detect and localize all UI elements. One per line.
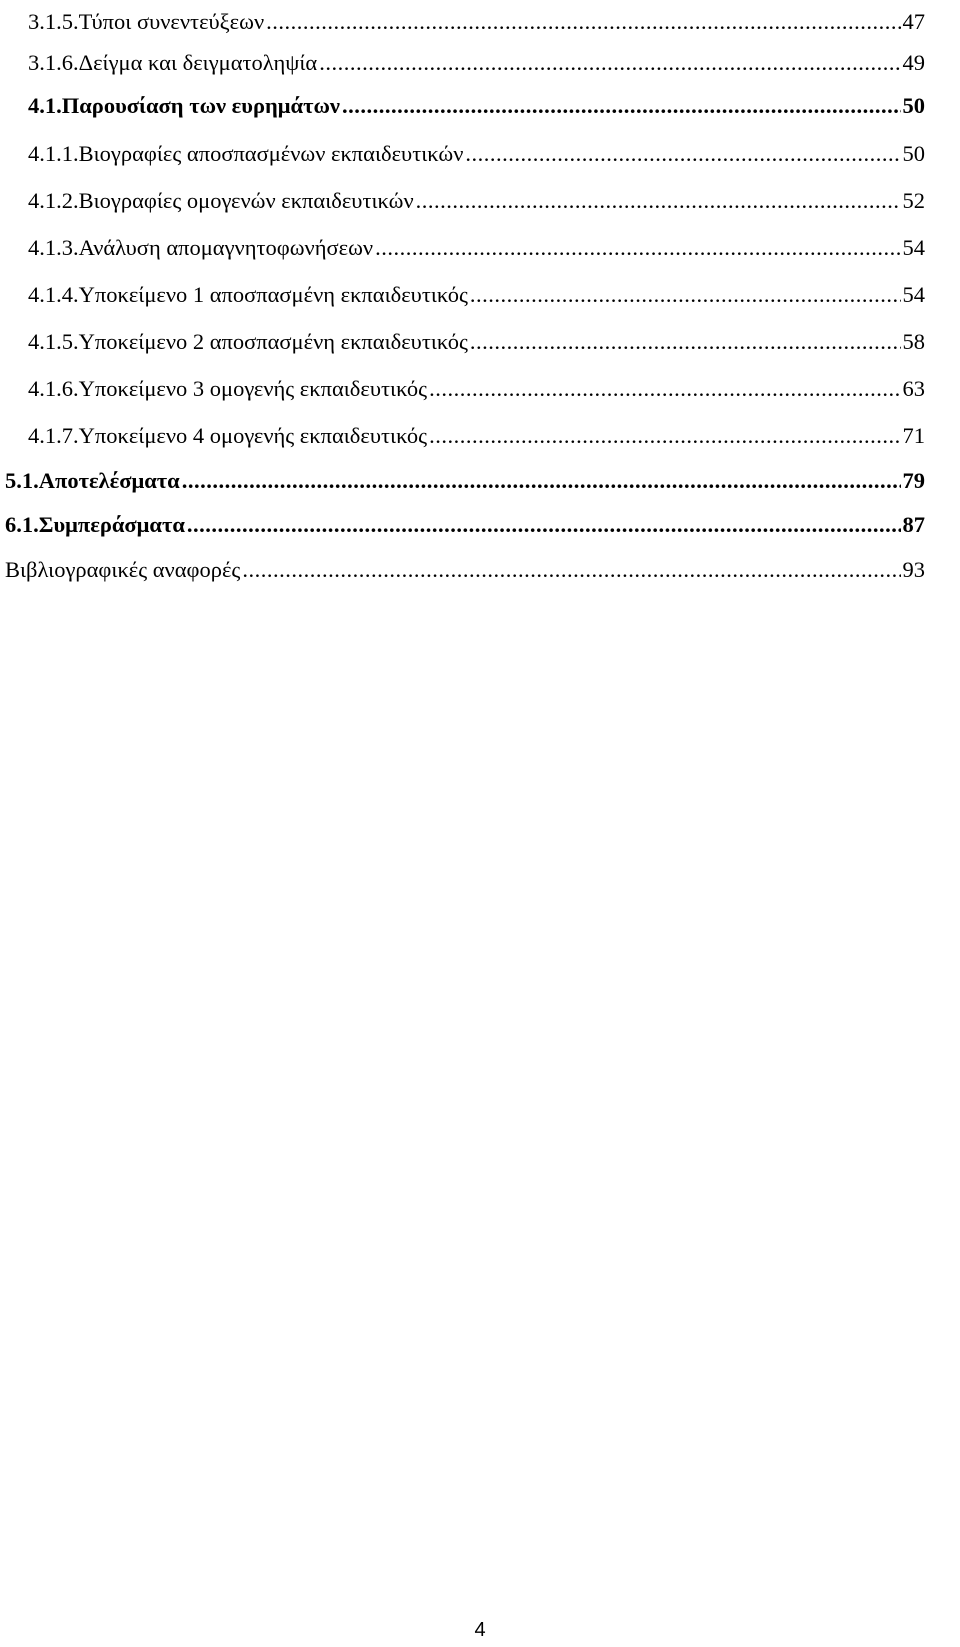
toc-entry-title: Δείγμα και δειγματοληψία <box>78 50 318 75</box>
toc-entry-number: 4.1.4. <box>28 282 79 307</box>
dot-leader <box>182 465 901 497</box>
toc-entry-title: Υποκείμενο 4 ομογενής εκπαιδευτικός <box>78 423 428 448</box>
toc-entry-4-1-2[interactable] <box>28 185 925 217</box>
dot-leader <box>342 90 901 122</box>
dot-leader <box>470 279 901 311</box>
dot-leader <box>242 554 900 586</box>
toc-entry-4-1-6[interactable] <box>28 373 925 405</box>
toc-entry-page: 50 <box>902 93 925 118</box>
dot-leader <box>416 185 901 217</box>
dot-leader <box>465 138 900 170</box>
toc-entry-number: 4.1.3. <box>28 235 79 260</box>
toc-entry-page: 71 <box>902 423 925 448</box>
toc-entry-title: Υποκείμενο 3 ομογενής εκπαιδευτικός <box>78 376 428 401</box>
toc-entry-page: 79 <box>902 468 925 493</box>
toc-entry-number: 4.1.1. <box>28 141 79 166</box>
toc-entry-4-1[interactable] <box>28 90 925 122</box>
toc-entry-title: Τύποι συνεντεύξεων <box>78 9 265 34</box>
toc-entry-3-1-5[interactable] <box>28 6 925 38</box>
toc-entry-page: 47 <box>902 9 925 34</box>
page-number: 4 <box>474 1619 486 1641</box>
toc-entry-number: 4.1. <box>28 93 62 118</box>
dot-leader <box>319 47 900 79</box>
toc-entry-title: Αποτελέσματα <box>38 468 180 493</box>
toc-entry-bibliography[interactable] <box>5 554 925 586</box>
toc-entry-4-1-1[interactable] <box>28 138 925 170</box>
toc-entry-title: Βιογραφίες ομογενών εκπαιδευτικών <box>78 188 414 213</box>
toc-entry-title: Παρουσίαση των ευρημάτων <box>61 93 340 118</box>
toc-entry-4-1-3[interactable] <box>28 232 925 264</box>
toc-entry-page: 50 <box>902 141 925 166</box>
toc-entry-3-1-6[interactable] <box>28 47 925 79</box>
toc-entry-page: 58 <box>902 329 925 354</box>
toc-entry-title: Υποκείμενο 2 αποσπασμένη εκπαιδευτικός <box>78 329 468 354</box>
toc-entry-page: 52 <box>902 188 925 213</box>
toc-entry-number: 6.1. <box>5 512 39 537</box>
toc-entry-page: 54 <box>902 235 925 260</box>
toc-entry-number: 5.1. <box>5 468 39 493</box>
toc-entry-title: Ανάλυση απομαγνητοφωνήσεων <box>78 235 374 260</box>
dot-leader <box>187 509 901 541</box>
toc-entry-page: 63 <box>902 376 925 401</box>
toc-entry-title: Υποκείμενο 1 αποσπασμένη εκπαιδευτικός <box>78 282 468 307</box>
dot-leader <box>266 6 900 38</box>
toc-entry-number: 4.1.7. <box>28 423 79 448</box>
toc-entry-4-1-5[interactable] <box>28 326 925 358</box>
toc-entry-4-1-4[interactable] <box>28 279 925 311</box>
toc-entry-number: 4.1.5. <box>28 329 79 354</box>
toc-entry-page: 49 <box>902 50 925 75</box>
dot-leader <box>429 373 900 405</box>
toc-entry-page: 54 <box>902 282 925 307</box>
toc-entry-page: 87 <box>902 512 925 537</box>
toc-entry-6-1[interactable] <box>5 509 925 541</box>
toc-entry-title: Βιογραφίες αποσπασμένων εκπαιδευτικών <box>78 141 464 166</box>
toc-entry-number: 4.1.2. <box>28 188 79 213</box>
toc-entry-number: 3.1.6. <box>28 50 79 75</box>
toc-entry-number: 3.1.5. <box>28 9 79 34</box>
toc-entry-title: Συμπεράσματα <box>38 512 185 537</box>
dot-leader <box>375 232 900 264</box>
toc-entry-5-1[interactable] <box>5 465 925 497</box>
toc-entry-title: Βιβλιογραφικές αναφορές <box>5 557 241 582</box>
toc-entry-page: 93 <box>902 557 925 582</box>
dot-leader <box>429 420 900 452</box>
toc-entry-number: 4.1.6. <box>28 376 79 401</box>
dot-leader <box>470 326 901 358</box>
toc-entry-4-1-7[interactable] <box>28 420 925 452</box>
